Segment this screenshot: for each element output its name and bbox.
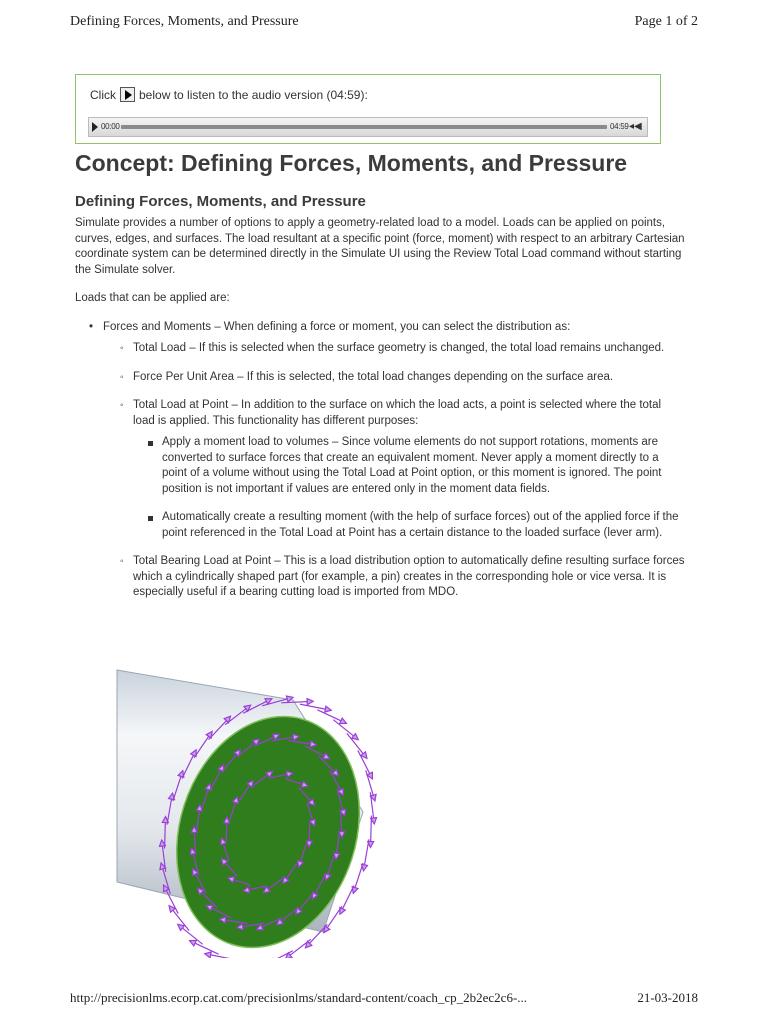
cylinder-load-illustration: [103, 662, 385, 958]
force-arrow: [195, 943, 219, 954]
footer-date: 21-03-2018: [637, 990, 698, 1005]
list-item: [103, 398, 685, 541]
distribution-total-load-at-point: Total Load at Point – In addition to the surface on which the load acts, a point is selected where the total load is applied. This functionality has different purposes:: [133, 399, 662, 427]
distribution-list: [103, 341, 685, 601]
force-arrow-head: [307, 699, 313, 705]
time-elapsed: 00:00: [101, 122, 120, 131]
player-play-icon[interactable]: [92, 122, 98, 132]
force-arrow-head: [190, 940, 197, 945]
time-total: 04:59: [610, 122, 629, 131]
force-arrow: [317, 710, 341, 721]
purpose-resulting-moment: Automatically create a resulting moment (with the help of surface forces) out of the applied force if the point referenced in the Total Load at Point has a certain distance to the loaded surface (lever arm).: [162, 511, 679, 539]
forces-moments-item: Forces and Moments – When defining a force or moment, you can select the distribution as:: [103, 320, 571, 333]
load-types-list: [75, 320, 685, 601]
distribution-bearing-load: Total Bearing Load at Point – This is a load distribution option to automatically define resulting surface forces which a cylindrically shaped part (for example, a pin) creates in the corresponding hole or vice versa. It is especially useful if a bearing cutting load is imported from MDO.: [133, 555, 685, 598]
force-arrow: [165, 823, 166, 849]
print-header-title: Defining Forces, Moments, and Pressure: [70, 14, 299, 29]
page-number: Page 1 of 2: [634, 14, 698, 29]
force-arrow-head: [362, 864, 368, 870]
force-arrow-head: [340, 718, 347, 723]
page-title: Concept: Defining Forces, Moments, and Pressure: [75, 150, 628, 176]
force-arrow: [300, 704, 326, 709]
list-item: [133, 510, 685, 541]
section-heading: Defining Forces, Moments, and Pressure: [75, 193, 366, 210]
list-item: [103, 341, 685, 357]
distribution-force-per-area: Force Per Unit Area – If this is selected, the total load changes depending on the surface area.: [133, 370, 614, 383]
list-item: [103, 370, 685, 386]
force-arrow: [371, 815, 372, 841]
force-arrow-head: [325, 706, 331, 712]
purposes-list: [133, 435, 685, 541]
audio-player: [88, 117, 648, 137]
audio-text-before: Click: [90, 87, 116, 102]
list-item: [75, 320, 685, 601]
purpose-moment-volumes: Apply a moment load to volumes – Since volume elements do not support rotations, moments are converted to surface forces that create an equivalent moment. Never apply a moment directly to a point of a volume without using the Total Load at Point option, or this moment is ignored. The point position is not important if values are entered only in the moment data fields.: [162, 436, 662, 495]
bearing-load-figure: [103, 662, 385, 958]
audio-panel: [75, 74, 661, 144]
force-arrow: [211, 955, 237, 958]
force-arrow: [364, 839, 368, 865]
article-body: [75, 216, 685, 614]
force-arrow: [343, 885, 354, 908]
intro-paragraph: Simulate provides a number of options to apply a geometry-related load to a model. Loads can be applied on points, curves, edges, and surfaces. The load resultant at a specific point (force, moment) with respect to an arbitrary Cartesian coordinate system can be determined directly in the Simulate UI using the Review Total Load command without starting the Simulate solver.: [75, 217, 685, 276]
seek-bar[interactable]: [121, 125, 607, 129]
play-icon[interactable]: [120, 87, 135, 102]
audio-text-after: below to listen to the audio version (04:59):: [139, 87, 368, 102]
list-item: [103, 554, 685, 601]
print-header: [70, 14, 698, 34]
force-arrow-head: [205, 952, 211, 958]
audio-instruction: [90, 87, 368, 102]
distribution-total-load: Total Load – If this is selected when the surface geometry is changed, the total load remains unchanged.: [133, 342, 665, 354]
volume-icon[interactable]: ◂◀: [629, 121, 642, 132]
footer-url: http://precisionlms.ecorp.cat.com/precisionlms/standard-content/coach_cp_2b2ec2c6-...: [70, 990, 528, 1005]
list-item: [133, 435, 685, 497]
print-footer: [70, 990, 698, 1010]
loads-intro: Loads that can be applied are:: [75, 292, 230, 304]
